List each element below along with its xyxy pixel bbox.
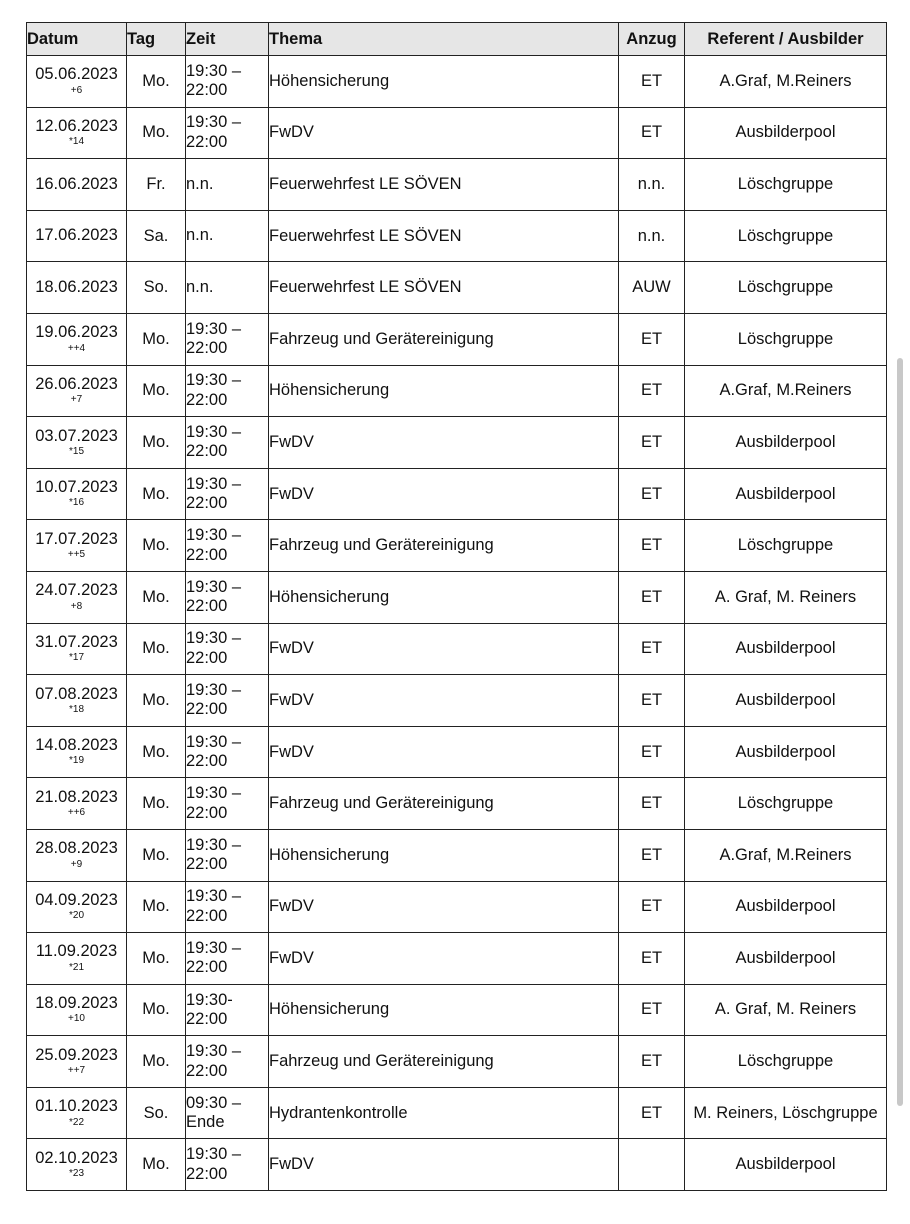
time-start: 19:30 – <box>186 680 242 699</box>
date-text: 17.07.2023 <box>35 529 118 548</box>
table-row <box>27 881 887 933</box>
cell-zeit <box>186 1139 269 1191</box>
cell-anzug: ET <box>619 881 685 933</box>
column-header-anzug: Anzug <box>619 23 685 56</box>
cell-referent: Ausbilderpool <box>685 107 887 159</box>
cell-anzug: ET <box>619 1087 685 1139</box>
cell-thema: Feuerwehrfest LE SÖVEN <box>269 159 619 211</box>
date-text: 25.09.2023 <box>35 1045 118 1064</box>
date-text: 12.06.2023 <box>35 116 118 135</box>
date-text: 21.08.2023 <box>35 787 118 806</box>
column-header-thema: Thema <box>269 23 619 56</box>
cell-tag: Mo. <box>127 984 186 1036</box>
table-row <box>27 1036 887 1088</box>
cell-referent: Ausbilderpool <box>685 468 887 520</box>
cell-anzug: ET <box>619 417 685 469</box>
cell-tag: Mo. <box>127 571 186 623</box>
cell-anzug: ET <box>619 623 685 675</box>
time-start: 19:30 – <box>186 113 242 132</box>
cell-datum <box>27 56 127 108</box>
time-start: 19:30 – <box>186 732 242 751</box>
cell-datum <box>27 829 127 881</box>
time-start: 19:30- <box>186 990 233 1009</box>
cell-anzug: ET <box>619 313 685 365</box>
table-row <box>27 262 887 314</box>
cell-referent: Löschgruppe <box>685 520 887 572</box>
cell-anzug: ET <box>619 726 685 778</box>
cell-referent: Löschgruppe <box>685 262 887 314</box>
cell-anzug: ET <box>619 1036 685 1088</box>
cell-datum <box>27 210 127 262</box>
time-start: 19:30 – <box>186 61 242 80</box>
cell-zeit <box>186 468 269 520</box>
cell-zeit <box>186 571 269 623</box>
table-row <box>27 778 887 830</box>
time-start: 09:30 – <box>186 1093 242 1112</box>
cell-tag: So. <box>127 262 186 314</box>
table-row <box>27 984 887 1036</box>
cell-tag: Mo. <box>127 881 186 933</box>
cell-referent: A.Graf, M.Reiners <box>685 829 887 881</box>
date-text: 02.10.2023 <box>35 1148 118 1167</box>
time-start: 19:30 – <box>186 1042 242 1061</box>
cell-anzug: ET <box>619 933 685 985</box>
cell-zeit <box>186 1036 269 1088</box>
date-marker: *15 <box>68 445 84 457</box>
cell-anzug: ET <box>619 675 685 727</box>
time-end: 22:00 <box>186 1009 228 1028</box>
time-start: 19:30 – <box>186 1145 242 1164</box>
cell-anzug: ET <box>619 107 685 159</box>
cell-thema: FwDV <box>269 675 619 727</box>
cell-referent: A.Graf, M.Reiners <box>685 365 887 417</box>
cell-datum <box>27 262 127 314</box>
cell-referent: A. Graf, M. Reiners <box>685 571 887 623</box>
date-marker: ++5 <box>67 549 86 561</box>
table-row <box>27 56 887 108</box>
cell-thema: FwDV <box>269 107 619 159</box>
cell-zeit <box>186 210 269 262</box>
cell-anzug: ET <box>619 365 685 417</box>
cell-referent: Ausbilderpool <box>685 726 887 778</box>
cell-zeit <box>186 262 269 314</box>
date-marker: *18 <box>68 703 84 715</box>
time-start: 19:30 – <box>186 784 242 803</box>
cell-referent: Ausbilderpool <box>685 675 887 727</box>
date-marker: *14 <box>68 136 84 148</box>
date-marker: +8 <box>70 600 83 612</box>
cell-anzug: AUW <box>619 262 685 314</box>
date-marker: ++4 <box>67 342 86 354</box>
cell-thema: FwDV <box>269 468 619 520</box>
cell-tag: Mo. <box>127 675 186 727</box>
time-start: 19:30 – <box>186 887 242 906</box>
cell-anzug: n.n. <box>619 210 685 262</box>
cell-anzug: ET <box>619 984 685 1036</box>
table-row <box>27 159 887 211</box>
table-row <box>27 468 887 520</box>
cell-thema: Feuerwehrfest LE SÖVEN <box>269 210 619 262</box>
cell-tag: Fr. <box>127 159 186 211</box>
time-end: 22:00 <box>186 752 228 771</box>
time-end: 22:00 <box>186 494 228 513</box>
cell-referent: A. Graf, M. Reiners <box>685 984 887 1036</box>
date-text: 18.09.2023 <box>35 994 118 1013</box>
table-row <box>27 675 887 727</box>
date-marker: *21 <box>68 961 84 973</box>
cell-thema: FwDV <box>269 623 619 675</box>
cell-datum <box>27 1087 127 1139</box>
table-row <box>27 210 887 262</box>
date-text: 26.06.2023 <box>35 374 118 393</box>
time-start: n.n. <box>186 174 214 193</box>
cell-zeit <box>186 933 269 985</box>
cell-thema: FwDV <box>269 417 619 469</box>
cell-anzug: ET <box>619 520 685 572</box>
time-end: 22:00 <box>186 700 228 719</box>
cell-referent: Löschgruppe <box>685 210 887 262</box>
cell-zeit <box>186 623 269 675</box>
cell-datum <box>27 726 127 778</box>
date-text: 05.06.2023 <box>35 65 118 84</box>
cell-thema: Höhensicherung <box>269 571 619 623</box>
cell-zeit <box>186 313 269 365</box>
page-top-strip <box>0 0 910 14</box>
time-end: 22:00 <box>186 1164 228 1183</box>
table-body <box>27 56 887 1191</box>
cell-thema: Hydrantenkontrolle <box>269 1087 619 1139</box>
time-start: 19:30 – <box>186 526 242 545</box>
column-header-datum: Datum <box>27 23 127 56</box>
cell-thema: Höhensicherung <box>269 56 619 108</box>
date-marker: *23 <box>68 1168 84 1180</box>
cell-zeit <box>186 417 269 469</box>
cell-referent: Ausbilderpool <box>685 933 887 985</box>
cell-referent: A.Graf, M.Reiners <box>685 56 887 108</box>
table-row <box>27 571 887 623</box>
cell-zeit <box>186 778 269 830</box>
table-row <box>27 829 887 881</box>
cell-thema: FwDV <box>269 933 619 985</box>
time-start: 19:30 – <box>186 422 242 441</box>
cell-thema: Fahrzeug und Gerätereinigung <box>269 313 619 365</box>
cell-referent: Löschgruppe <box>685 159 887 211</box>
time-end: 22:00 <box>186 958 228 977</box>
cell-anzug: ET <box>619 56 685 108</box>
cell-datum <box>27 107 127 159</box>
date-marker: +10 <box>68 1013 85 1025</box>
cell-tag: Mo. <box>127 623 186 675</box>
date-marker: ++6 <box>67 807 86 819</box>
table-row <box>27 417 887 469</box>
time-start: n.n. <box>186 277 214 296</box>
vertical-scrollbar[interactable] <box>897 358 903 1106</box>
cell-zeit <box>186 520 269 572</box>
time-start: 19:30 – <box>186 938 242 957</box>
table-header <box>27 23 887 56</box>
time-end: 22:00 <box>186 390 228 409</box>
date-marker: *16 <box>68 497 84 509</box>
date-text: 07.08.2023 <box>35 684 118 703</box>
cell-referent: Löschgruppe <box>685 778 887 830</box>
cell-anzug: ET <box>619 468 685 520</box>
cell-datum <box>27 417 127 469</box>
cell-zeit <box>186 881 269 933</box>
table-row <box>27 313 887 365</box>
cell-datum <box>27 468 127 520</box>
cell-tag: Mo. <box>127 829 186 881</box>
cell-referent: Ausbilderpool <box>685 1139 887 1191</box>
cell-datum <box>27 313 127 365</box>
time-start: 19:30 – <box>186 474 242 493</box>
column-header-tag: Tag <box>127 23 186 56</box>
cell-tag: Mo. <box>127 1139 186 1191</box>
cell-referent: M. Reiners, Löschgruppe <box>685 1087 887 1139</box>
cell-tag: Mo. <box>127 933 186 985</box>
cell-tag: Mo. <box>127 417 186 469</box>
cell-thema: Fahrzeug und Gerätereinigung <box>269 1036 619 1088</box>
cell-datum <box>27 1139 127 1191</box>
date-marker: *19 <box>68 755 84 767</box>
date-text: 04.09.2023 <box>35 890 118 909</box>
date-text: 16.06.2023 <box>35 174 118 193</box>
time-end: 22:00 <box>186 648 228 667</box>
cell-thema: Höhensicherung <box>269 829 619 881</box>
cell-zeit <box>186 1087 269 1139</box>
cell-datum <box>27 623 127 675</box>
date-text: 11.09.2023 <box>35 942 118 961</box>
cell-zeit <box>186 984 269 1036</box>
cell-zeit <box>186 726 269 778</box>
time-start: 19:30 – <box>186 835 242 854</box>
cell-datum <box>27 365 127 417</box>
cell-anzug: ET <box>619 829 685 881</box>
cell-thema: Fahrzeug und Gerätereinigung <box>269 778 619 830</box>
date-marker: *22 <box>68 1116 84 1128</box>
cell-tag: So. <box>127 1087 186 1139</box>
cell-datum <box>27 571 127 623</box>
cell-thema: Höhensicherung <box>269 365 619 417</box>
cell-tag: Mo. <box>127 1036 186 1088</box>
date-marker: +7 <box>70 394 83 406</box>
date-text: 01.10.2023 <box>35 1097 118 1116</box>
time-start: 19:30 – <box>186 577 242 596</box>
column-header-referent: Referent / Ausbilder <box>685 23 887 56</box>
time-end: 22:00 <box>186 597 228 616</box>
cell-datum <box>27 520 127 572</box>
cell-zeit <box>186 675 269 727</box>
cell-datum <box>27 933 127 985</box>
date-text: 28.08.2023 <box>35 839 118 858</box>
time-end: 22:00 <box>186 442 228 461</box>
date-marker: *17 <box>68 652 84 664</box>
time-end: 22:00 <box>186 132 228 151</box>
date-text: 31.07.2023 <box>35 632 118 651</box>
time-end: 22:00 <box>186 906 228 925</box>
table-row <box>27 623 887 675</box>
cell-referent: Ausbilderpool <box>685 623 887 675</box>
date-marker: +6 <box>70 84 83 96</box>
date-marker: *20 <box>68 910 84 922</box>
date-text: 17.06.2023 <box>35 226 118 245</box>
table-row <box>27 726 887 778</box>
time-end: Ende <box>186 1113 225 1132</box>
cell-tag: Mo. <box>127 726 186 778</box>
date-text: 14.08.2023 <box>35 736 118 755</box>
date-text: 24.07.2023 <box>35 581 118 600</box>
cell-zeit <box>186 365 269 417</box>
cell-datum <box>27 984 127 1036</box>
cell-thema: Höhensicherung <box>269 984 619 1036</box>
cell-tag: Mo. <box>127 313 186 365</box>
time-end: 22:00 <box>186 1061 228 1080</box>
table-row <box>27 107 887 159</box>
cell-thema: Feuerwehrfest LE SÖVEN <box>269 262 619 314</box>
cell-thema: FwDV <box>269 881 619 933</box>
cell-zeit <box>186 107 269 159</box>
cell-tag: Mo. <box>127 468 186 520</box>
cell-tag: Sa. <box>127 210 186 262</box>
cell-zeit <box>186 159 269 211</box>
cell-referent: Ausbilderpool <box>685 417 887 469</box>
time-start: 19:30 – <box>186 629 242 648</box>
header-row <box>27 23 887 56</box>
date-text: 03.07.2023 <box>35 426 118 445</box>
time-end: 22:00 <box>186 339 228 358</box>
cell-referent: Löschgruppe <box>685 1036 887 1088</box>
cell-thema: Fahrzeug und Gerätereinigung <box>269 520 619 572</box>
table-row <box>27 520 887 572</box>
cell-tag: Mo. <box>127 365 186 417</box>
cell-anzug: n.n. <box>619 159 685 211</box>
date-text: 18.06.2023 <box>35 278 118 297</box>
cell-thema: FwDV <box>269 1139 619 1191</box>
training-schedule-table <box>26 22 887 1191</box>
date-marker: +9 <box>70 858 83 870</box>
cell-datum <box>27 675 127 727</box>
cell-zeit <box>186 56 269 108</box>
cell-datum <box>27 159 127 211</box>
time-end: 22:00 <box>186 545 228 564</box>
cell-datum <box>27 881 127 933</box>
cell-datum <box>27 778 127 830</box>
cell-datum <box>27 1036 127 1088</box>
cell-anzug <box>619 1139 685 1191</box>
cell-tag: Mo. <box>127 56 186 108</box>
date-marker: ++7 <box>67 1064 86 1076</box>
time-start: 19:30 – <box>186 371 242 390</box>
cell-tag: Mo. <box>127 520 186 572</box>
date-text: 19.06.2023 <box>35 323 118 342</box>
table-row <box>27 1139 887 1191</box>
cell-referent: Löschgruppe <box>685 313 887 365</box>
time-end: 22:00 <box>186 81 228 100</box>
cell-referent: Ausbilderpool <box>685 881 887 933</box>
table-row <box>27 365 887 417</box>
table-row <box>27 1087 887 1139</box>
date-text: 10.07.2023 <box>35 478 118 497</box>
cell-thema: FwDV <box>269 726 619 778</box>
cell-tag: Mo. <box>127 107 186 159</box>
column-header-zeit: Zeit <box>186 23 269 56</box>
time-start: 19:30 – <box>186 319 242 338</box>
cell-tag: Mo. <box>127 778 186 830</box>
time-end: 22:00 <box>186 855 228 874</box>
time-end: 22:00 <box>186 803 228 822</box>
time-start: n.n. <box>186 226 214 245</box>
table-row <box>27 933 887 985</box>
cell-anzug: ET <box>619 571 685 623</box>
cell-zeit <box>186 829 269 881</box>
cell-anzug: ET <box>619 778 685 830</box>
